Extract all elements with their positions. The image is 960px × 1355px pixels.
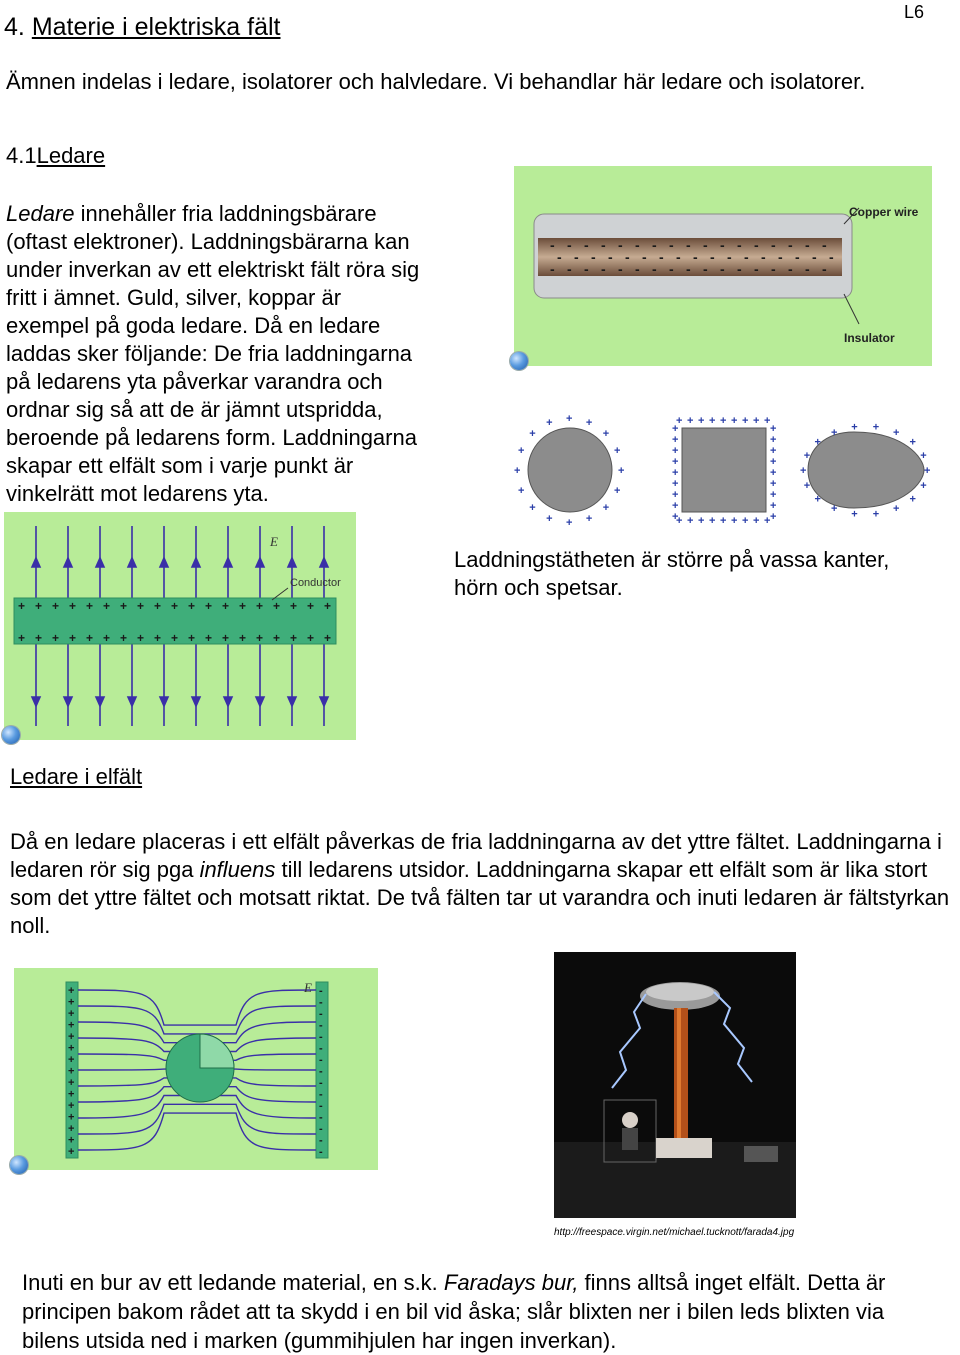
charge-plus: + — [205, 631, 213, 645]
charge-plus: + — [676, 515, 683, 526]
charge-minus: - — [319, 1088, 323, 1101]
charge-minus: - — [754, 237, 759, 253]
charge-minus: - — [319, 1123, 323, 1135]
intro-paragraph: Ämnen indelas i ledare, isolatorer och halvledare. Vi behandlar här ledare och isolatorer. — [6, 69, 866, 94]
charge-plus: + — [68, 1019, 75, 1032]
field-text-1: Då en ledare placeras i ett elfält påverkas de fria laddningarna av det yttre fältet. Laddningarna i ledaren rör sig pga — [10, 829, 942, 882]
charge-plus: + — [672, 478, 679, 490]
charge-minus: - — [642, 249, 647, 265]
charge-plus: + — [120, 599, 128, 613]
charge-plus: + — [920, 449, 927, 462]
charge-plus: + — [137, 599, 145, 613]
charge-minus: - — [676, 249, 681, 265]
charge-plus: + — [872, 421, 880, 434]
faraday-cage-photo-art — [554, 952, 796, 1218]
charge-minus: - — [788, 237, 793, 253]
charge-plus: + — [770, 434, 777, 446]
charge-minus: - — [761, 249, 766, 265]
charge-plus: + — [672, 434, 679, 446]
charge-plus: + — [68, 1088, 75, 1101]
charge-minus: - — [574, 249, 579, 265]
title-number: 4. — [4, 13, 25, 41]
charge-plus: + — [770, 467, 777, 479]
charge-plus: + — [68, 1042, 75, 1055]
faraday-cage-photo — [554, 952, 796, 1218]
charge-plus: + — [514, 465, 521, 477]
charge-minus: - — [737, 261, 742, 277]
charge-plus: + — [770, 489, 777, 501]
sphere-e-label: E — [304, 980, 312, 995]
charge-plus: + — [614, 484, 621, 497]
charge-minus: - — [608, 249, 613, 265]
faraday-paragraph — [22, 1268, 942, 1355]
charge-plus: + — [68, 1100, 75, 1112]
charge-plus: + — [924, 465, 931, 477]
charge-plus: + — [920, 480, 927, 493]
charge-plus: + — [222, 599, 230, 613]
faraday-text-1: Inuti en bur av ett ledande material, en s.k. — [22, 1270, 444, 1295]
charge-minus: - — [618, 261, 623, 277]
charge-plus: + — [709, 515, 716, 526]
charge-plus: + — [68, 1111, 75, 1124]
charge-plus: + — [188, 631, 196, 645]
charge-plus: + — [273, 599, 281, 613]
charge-plus: + — [103, 631, 111, 645]
charge-plus: + — [753, 515, 760, 526]
charge-minus: - — [805, 261, 810, 277]
charge-minus: - — [737, 237, 742, 253]
charge-plus: + — [68, 985, 75, 997]
charge-plus: + — [851, 508, 858, 521]
charge-plus: + — [720, 515, 727, 526]
charge-minus: - — [829, 249, 834, 265]
page-title — [4, 12, 281, 42]
charge-minus: - — [635, 261, 640, 277]
charge-minus: - — [557, 249, 562, 265]
charge-plus: + — [171, 599, 179, 613]
charge-plus: + — [68, 1146, 75, 1158]
charge-plus: + — [709, 415, 716, 427]
charge-minus: - — [625, 249, 630, 265]
charge-minus: - — [319, 1031, 323, 1043]
copper-wire-label: Copper wire — [849, 205, 919, 219]
charge-minus: - — [788, 261, 793, 277]
charge-plus: + — [800, 465, 807, 477]
charge-plus: + — [307, 599, 315, 613]
section-title: Ledare — [36, 143, 106, 168]
sphere-in-field-figure — [14, 968, 378, 1170]
charge-plus: + — [672, 489, 679, 501]
charge-plus: + — [69, 599, 77, 613]
charge-plus: + — [154, 631, 162, 645]
charge-minus: - — [754, 261, 759, 277]
charge-plus: + — [803, 449, 811, 462]
charge-plus: + — [35, 599, 43, 613]
charge-plus: + — [872, 508, 880, 521]
charge-plus: + — [517, 445, 525, 458]
charge-plus: + — [742, 515, 749, 526]
term-ledare: Ledare — [6, 201, 75, 226]
charge-plus: + — [205, 599, 213, 613]
charge-minus: - — [822, 237, 827, 253]
charge-minus: - — [319, 1042, 323, 1055]
charge-plus: + — [770, 478, 777, 490]
charge-plus: + — [52, 631, 60, 645]
charge-minus: - — [727, 249, 732, 265]
charge-minus: - — [812, 249, 817, 265]
charge-plus: + — [764, 515, 771, 526]
globe-icon — [2, 726, 20, 744]
charge-plus: + — [546, 513, 553, 526]
charge-minus: - — [635, 237, 640, 253]
charge-minus: - — [601, 261, 606, 277]
charge-plus: + — [698, 515, 705, 526]
charge-minus: - — [771, 261, 776, 277]
charge-plus: + — [68, 1123, 75, 1135]
ledare-paragraph — [6, 200, 496, 508]
charge-minus: - — [659, 249, 664, 265]
charge-plus: + — [120, 631, 128, 645]
charge-minus: - — [319, 1111, 323, 1124]
charge-minus: - — [567, 237, 572, 253]
charge-plus: + — [290, 599, 298, 613]
charge-plus: + — [672, 500, 679, 512]
charge-plus: + — [18, 631, 26, 645]
charge-plus: + — [239, 599, 247, 613]
charge-plus: + — [18, 599, 26, 613]
charge-plus: + — [517, 484, 525, 497]
page-label: L6 — [904, 2, 925, 22]
charge-plus: + — [720, 415, 727, 427]
charge-plus: + — [831, 426, 838, 439]
charge-plus: + — [68, 996, 75, 1009]
charge-plus: + — [68, 1134, 75, 1147]
charge-shapes-figure — [514, 408, 932, 526]
charge-plus: + — [672, 511, 679, 523]
charge-plus: + — [68, 1065, 75, 1078]
charge-plus: + — [770, 456, 777, 468]
field-paragraph — [10, 828, 950, 940]
charge-plus: + — [188, 599, 196, 613]
charge-minus: - — [567, 261, 572, 277]
charge-plus: + — [672, 423, 679, 435]
copper-wire-figure — [514, 166, 932, 366]
globe-icon — [10, 1156, 28, 1174]
charge-minus: - — [686, 261, 691, 277]
charge-plus: + — [171, 631, 179, 645]
charge-plus: + — [86, 631, 94, 645]
charge-minus: - — [591, 249, 596, 265]
charge-plus: + — [814, 493, 821, 506]
charge-plus: + — [803, 480, 811, 493]
charge-plus: + — [909, 436, 916, 449]
charge-plus: + — [585, 416, 593, 429]
charge-minus: - — [720, 261, 725, 277]
field-text-2: till ledarens utsidor. Laddningarna skapar ett elfält som är lika stort som det yttre fältet och motsatt riktat. De två fälten tar ut varandra och inuti ledaren är fältstyrkan noll. — [10, 857, 950, 938]
copper-wire-diagram — [514, 166, 932, 366]
charge-plus: + — [68, 1031, 75, 1043]
conductor-field-figure — [4, 512, 356, 740]
photo-source-url: http://freespace.virgin.net/michael.tucknott/farada4.jpg — [554, 1227, 795, 1238]
density-caption: Laddningstätheten är större på vassa kanter, hörn och spetsar. — [454, 547, 890, 600]
charge-plus: + — [68, 1008, 75, 1020]
charge-plus: + — [893, 426, 900, 439]
charge-plus: + — [566, 413, 573, 425]
charge-plus: + — [742, 415, 749, 427]
charge-minus: - — [669, 237, 674, 253]
conductor-label: Conductor — [290, 577, 341, 589]
charge-plus: + — [893, 503, 900, 516]
charge-plus: + — [35, 631, 43, 645]
faraday-emph: Faradays bur, — [443, 1270, 579, 1295]
charge-plus: + — [52, 599, 60, 613]
charge-plus: + — [814, 436, 821, 449]
charge-plus: + — [86, 599, 94, 613]
charge-plus: + — [764, 415, 771, 427]
charge-minus: - — [795, 249, 800, 265]
charge-minus: - — [822, 261, 827, 277]
charge-minus: - — [584, 261, 589, 277]
charge-minus: - — [710, 249, 715, 265]
charge-plus: + — [770, 511, 777, 523]
charge-minus: - — [601, 237, 606, 253]
section-heading-ledare — [6, 142, 105, 170]
charge-plus: + — [546, 416, 553, 429]
faraday-text-2: finns alltså inget elfält. Detta är principen bakom rådet att ta skydd i en bil vid åska; slår blixten ner i bilen leds blixten via bilens utsida ned i marken (gummihjulen har ingen inverkan). — [22, 1270, 886, 1353]
charge-minus: - — [319, 1134, 323, 1147]
charge-minus: - — [319, 1100, 323, 1112]
charge-minus: - — [669, 261, 674, 277]
charge-plus: + — [698, 415, 705, 427]
charge-plus: + — [672, 467, 679, 479]
charge-plus: + — [672, 445, 679, 457]
section-number: 4.1 — [6, 143, 37, 168]
charge-minus: - — [805, 237, 810, 253]
charge-plus: + — [529, 501, 536, 514]
charge-minus: - — [319, 1077, 323, 1089]
e-label: E — [270, 534, 278, 549]
charge-minus: - — [693, 249, 698, 265]
charge-plus: + — [602, 501, 610, 514]
charge-minus: - — [319, 1019, 323, 1032]
charge-minus: - — [550, 237, 555, 253]
charge-minus: - — [652, 261, 657, 277]
charge-plus: + — [602, 428, 610, 441]
section-heading-ledare-i-elfalt: Ledare i elfält — [10, 764, 143, 789]
charge-plus: + — [103, 599, 111, 613]
charge-plus: + — [687, 415, 694, 427]
charge-plus: + — [68, 1077, 75, 1089]
charge-plus: + — [256, 631, 264, 645]
charge-minus: - — [319, 985, 323, 997]
charge-plus: + — [69, 631, 77, 645]
charge-plus: + — [256, 599, 264, 613]
charge-minus: - — [703, 261, 708, 277]
title-text: Materie i elektriska fält — [31, 13, 281, 41]
charge-plus: + — [137, 631, 145, 645]
charge-plus: + — [529, 428, 536, 441]
charge-minus: - — [652, 237, 657, 253]
charge-plus: + — [909, 493, 916, 506]
charge-plus: + — [687, 515, 694, 526]
charge-plus: + — [585, 513, 593, 526]
charge-plus: + — [770, 500, 777, 512]
charge-minus: - — [771, 237, 776, 253]
charge-minus: - — [584, 237, 589, 253]
charge-plus: + — [851, 421, 858, 434]
charge-plus: + — [731, 515, 738, 526]
charge-minus: - — [319, 1008, 323, 1020]
charge-plus: + — [618, 465, 625, 477]
charge-plus: + — [566, 517, 573, 526]
charge-plus: + — [290, 631, 298, 645]
charge-plus: + — [770, 445, 777, 457]
charge-plus: + — [307, 631, 315, 645]
charge-plus: + — [222, 631, 230, 645]
charge-plus: + — [770, 423, 777, 435]
field-emph: influens — [199, 857, 276, 882]
charge-plus: + — [68, 1054, 75, 1066]
globe-icon — [510, 352, 528, 370]
charge-plus: + — [676, 415, 683, 427]
charge-plus: + — [614, 445, 621, 458]
charge-plus: + — [831, 503, 838, 516]
charge-plus: + — [239, 631, 247, 645]
charge-plus: + — [324, 631, 332, 645]
charge-shapes-diagram — [514, 408, 932, 526]
charge-plus: + — [672, 456, 679, 468]
charge-minus: - — [319, 1065, 323, 1078]
charge-plus: + — [324, 599, 332, 613]
charge-minus: - — [744, 249, 749, 265]
charge-plus: + — [753, 415, 760, 427]
charge-minus: - — [618, 237, 623, 253]
charge-plus: + — [154, 599, 162, 613]
charge-minus: - — [319, 1146, 323, 1158]
charge-minus: - — [720, 237, 725, 253]
charge-minus: - — [319, 996, 323, 1009]
insulator-label: Insulator — [844, 331, 895, 345]
charge-minus: - — [703, 237, 708, 253]
sphere-in-field-diagram — [14, 968, 378, 1170]
charge-plus: + — [731, 415, 738, 427]
ledare-text: innehåller fria laddningsbärare (oftast elektroner). Laddningsbärarna kan under inverkan av ett elektriskt fält röra sig fritt i ämnet. Guld, silver, koppar är exempel på goda ledare. Då en ledare laddas sker följande: De fria laddningarna på ledarens yta påverkar varandra och ordnar sig så att de är jämnt utspridda, beroende på ledarens form. Laddningarna skapar ett elfält som i varje punkt är vinkelrätt mot ledarens yta. — [6, 201, 420, 506]
charge-minus: - — [550, 261, 555, 277]
charge-minus: - — [686, 237, 691, 253]
charge-plus: + — [273, 631, 281, 645]
conductor-field-diagram — [4, 512, 356, 740]
charge-minus: - — [319, 1054, 323, 1066]
charge-minus: - — [778, 249, 783, 265]
